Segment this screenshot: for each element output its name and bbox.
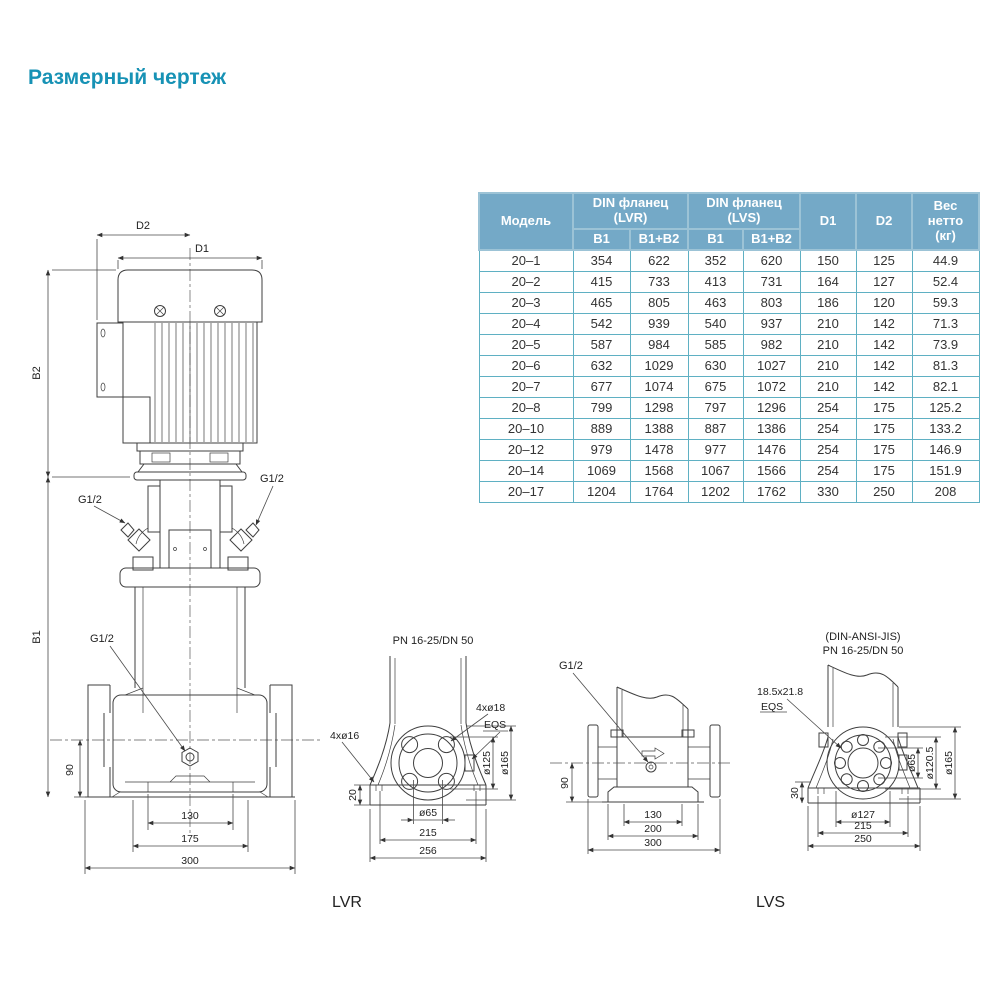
lvr-eqs-label: EQS xyxy=(484,719,507,731)
table-cell: 797 xyxy=(688,397,743,418)
lvs-dim-30: 30 xyxy=(789,787,801,799)
table-cell: 20–10 xyxy=(479,418,573,439)
table-cell: 620 xyxy=(743,250,800,272)
lvr-caption: LVR xyxy=(332,894,362,911)
table-cell: 1074 xyxy=(630,376,688,397)
side-dim-300: 300 xyxy=(644,837,662,849)
table-cell: 1386 xyxy=(743,418,800,439)
table-cell: 1566 xyxy=(743,460,800,481)
table-cell: 465 xyxy=(573,292,630,313)
table-cell: 210 xyxy=(800,313,856,334)
table-cell: 330 xyxy=(800,481,856,502)
table-cell: 805 xyxy=(630,292,688,313)
table-cell: 1204 xyxy=(573,481,630,502)
table-cell: 250 xyxy=(856,481,912,502)
lvs-dia-127: ø127 xyxy=(851,809,875,821)
table-cell: 1478 xyxy=(630,439,688,460)
table-cell: 887 xyxy=(688,418,743,439)
table-body xyxy=(479,250,979,503)
table-cell: 415 xyxy=(573,271,630,292)
col-b1b2-lvs: B1+B2 xyxy=(743,229,800,250)
table-cell: 20–14 xyxy=(479,460,573,481)
port-label-g12-right: G1/2 xyxy=(260,473,284,485)
table-cell: 733 xyxy=(630,271,688,292)
table-cell: 210 xyxy=(800,355,856,376)
table-row xyxy=(479,250,979,272)
dim-label-90: 90 xyxy=(64,764,76,776)
lvs-dia-65: ø65 xyxy=(906,753,918,773)
col-d2: D2 xyxy=(856,193,912,250)
table-cell: 20–17 xyxy=(479,481,573,502)
table-cell: 81.3 xyxy=(912,355,979,376)
table-cell: 1568 xyxy=(630,460,688,481)
table-cell: 1388 xyxy=(630,418,688,439)
table-cell: 799 xyxy=(573,397,630,418)
table-cell: 59.3 xyxy=(912,292,979,313)
lvr-standard-label: PN 16-25/DN 50 xyxy=(392,635,474,647)
lvr-bolt-holes-label: 4xø18 xyxy=(476,702,506,714)
table-cell: 164 xyxy=(800,271,856,292)
lvs-side-view xyxy=(545,645,735,870)
table-cell: 175 xyxy=(856,418,912,439)
table-cell: 125 xyxy=(856,250,912,272)
lvr-housing xyxy=(370,656,486,805)
lvs-standard-label-2: PN 16-25/DN 50 xyxy=(822,645,904,657)
table-cell: 44.9 xyxy=(912,250,979,272)
table-row xyxy=(479,376,979,397)
table-cell: 142 xyxy=(856,334,912,355)
table-cell: 1202 xyxy=(688,481,743,502)
col-model: Модель xyxy=(479,193,573,250)
table-cell: 540 xyxy=(688,313,743,334)
lvs-flange-view xyxy=(755,625,985,870)
lvs-slot-label: 18.5x21.8 xyxy=(757,686,804,698)
lvs-dim-215: 215 xyxy=(854,820,872,832)
side-dim-130: 130 xyxy=(644,809,662,821)
table-cell: 1067 xyxy=(688,460,743,481)
lvs-housing xyxy=(808,665,920,803)
table-row xyxy=(479,313,979,334)
table-cell: 175 xyxy=(856,439,912,460)
table-cell: 254 xyxy=(800,439,856,460)
table-cell: 1296 xyxy=(743,397,800,418)
table-cell: 52.4 xyxy=(912,271,979,292)
col-group-lvr: DIN фланец (LVR) xyxy=(573,193,688,229)
lvs-standard-label-1: (DIN-ANSI-JIS) xyxy=(825,631,901,643)
table-cell: 133.2 xyxy=(912,418,979,439)
table-cell: 254 xyxy=(800,418,856,439)
table-cell: 1072 xyxy=(743,376,800,397)
table-cell: 622 xyxy=(630,250,688,272)
table-cell: 20–4 xyxy=(479,313,573,334)
table-row xyxy=(479,355,979,376)
table-cell: 20–3 xyxy=(479,292,573,313)
lvr-dim-215: 215 xyxy=(419,827,437,839)
port-label-g12-drain: G1/2 xyxy=(90,633,114,645)
col-weight: Вес нетто (кг) xyxy=(912,193,979,250)
table-cell: 979 xyxy=(573,439,630,460)
table-cell: 977 xyxy=(688,439,743,460)
motor xyxy=(97,270,262,480)
col-b1-lvr: B1 xyxy=(573,229,630,250)
table-cell: 677 xyxy=(573,376,630,397)
table-row xyxy=(479,397,979,418)
side-dimensions xyxy=(566,673,720,854)
lvr-dia-165: ø165 xyxy=(499,751,511,775)
table-cell: 20–6 xyxy=(479,355,573,376)
table-cell: 150 xyxy=(800,250,856,272)
table-cell: 937 xyxy=(743,313,800,334)
table-cell: 1027 xyxy=(743,355,800,376)
dim-label-130: 130 xyxy=(181,810,199,822)
port-label-g12-left: G1/2 xyxy=(78,494,102,506)
leader-lines xyxy=(94,486,273,751)
lvr-flange-view xyxy=(330,628,530,878)
table-cell: 142 xyxy=(856,376,912,397)
dim-label-b1: B1 xyxy=(31,630,43,644)
dim-label-175: 175 xyxy=(181,833,199,845)
table-cell: 127 xyxy=(856,271,912,292)
table-cell: 630 xyxy=(688,355,743,376)
lvs-dia-165: ø165 xyxy=(943,751,955,775)
table-cell: 1476 xyxy=(743,439,800,460)
table-cell: 20–8 xyxy=(479,397,573,418)
table-row xyxy=(479,334,979,355)
table-cell: 984 xyxy=(630,334,688,355)
table-cell: 20–5 xyxy=(479,334,573,355)
lvr-dia-125: ø125 xyxy=(481,751,493,775)
dim-label-300: 300 xyxy=(181,855,199,867)
table-cell: 585 xyxy=(688,334,743,355)
table-cell: 186 xyxy=(800,292,856,313)
table-cell: 1298 xyxy=(630,397,688,418)
side-g12-label: G1/2 xyxy=(559,660,583,672)
table-cell: 71.3 xyxy=(912,313,979,334)
lvr-dim-20: 20 xyxy=(347,789,359,801)
table-cell: 939 xyxy=(630,313,688,334)
table-cell: 889 xyxy=(573,418,630,439)
table-cell: 542 xyxy=(573,313,630,334)
table-cell: 146.9 xyxy=(912,439,979,460)
table-row xyxy=(479,481,979,502)
table-row xyxy=(479,418,979,439)
table-cell: 82.1 xyxy=(912,376,979,397)
dimensions-table xyxy=(478,192,978,503)
side-body xyxy=(550,687,730,802)
table-cell: 354 xyxy=(573,250,630,272)
col-d1: D1 xyxy=(800,193,856,250)
table-row xyxy=(479,271,979,292)
table-cell: 20–7 xyxy=(479,376,573,397)
table-cell: 20–1 xyxy=(479,250,573,272)
table-cell: 254 xyxy=(800,397,856,418)
table-cell: 210 xyxy=(800,376,856,397)
lvr-dia-65: ø65 xyxy=(418,807,438,819)
table-cell: 1764 xyxy=(630,481,688,502)
lvr-dimensions xyxy=(342,714,516,862)
table-cell: 587 xyxy=(573,334,630,355)
side-dim-90: 90 xyxy=(559,777,571,789)
side-dim-200: 200 xyxy=(644,823,662,835)
dimension-lines xyxy=(48,235,295,874)
table-cell: 254 xyxy=(800,460,856,481)
table-cell: 1762 xyxy=(743,481,800,502)
table-cell: 20–12 xyxy=(479,439,573,460)
table-cell: 413 xyxy=(688,271,743,292)
col-b1-lvs: B1 xyxy=(688,229,743,250)
table-cell: 463 xyxy=(688,292,743,313)
table-cell: 731 xyxy=(743,271,800,292)
dim-label-d1: D1 xyxy=(194,243,210,255)
table-cell: 1069 xyxy=(573,460,630,481)
table-cell: 125.2 xyxy=(912,397,979,418)
table-cell: 175 xyxy=(856,397,912,418)
dim-label-d2: D2 xyxy=(135,220,151,232)
table-cell: 142 xyxy=(856,355,912,376)
table-row xyxy=(479,460,979,481)
table-cell: 20–2 xyxy=(479,271,573,292)
table-cell: 175 xyxy=(856,460,912,481)
table-cell: 142 xyxy=(856,313,912,334)
table-cell: 151.9 xyxy=(912,460,979,481)
table-cell: 982 xyxy=(743,334,800,355)
dim-label-b2: B2 xyxy=(31,366,43,380)
col-b1b2-lvr: B1+B2 xyxy=(630,229,688,250)
table-cell: 73.9 xyxy=(912,334,979,355)
main-pump-drawing xyxy=(30,190,320,880)
page-title: Размерный чертеж xyxy=(28,66,226,89)
col-group-lvs: DIN фланец (LVS) xyxy=(688,193,800,229)
table-cell: 352 xyxy=(688,250,743,272)
table-cell: 675 xyxy=(688,376,743,397)
table-cell: 208 xyxy=(912,481,979,502)
table-cell: 803 xyxy=(743,292,800,313)
lvs-caption: LVS xyxy=(756,894,786,911)
lvs-dim-250: 250 xyxy=(854,833,872,845)
lvs-eqs-label: EQS xyxy=(761,701,784,713)
table-cell: 120 xyxy=(856,292,912,313)
table-header xyxy=(479,193,979,250)
table-cell: 210 xyxy=(800,334,856,355)
table-cell: 632 xyxy=(573,355,630,376)
lvr-foot-holes-label: 4xø16 xyxy=(330,730,360,742)
lvr-dim-256: 256 xyxy=(419,845,437,857)
table-row xyxy=(479,292,979,313)
table-row xyxy=(479,439,979,460)
table-cell: 1029 xyxy=(630,355,688,376)
lvs-dia-120-5: ø120.5 xyxy=(924,746,936,780)
